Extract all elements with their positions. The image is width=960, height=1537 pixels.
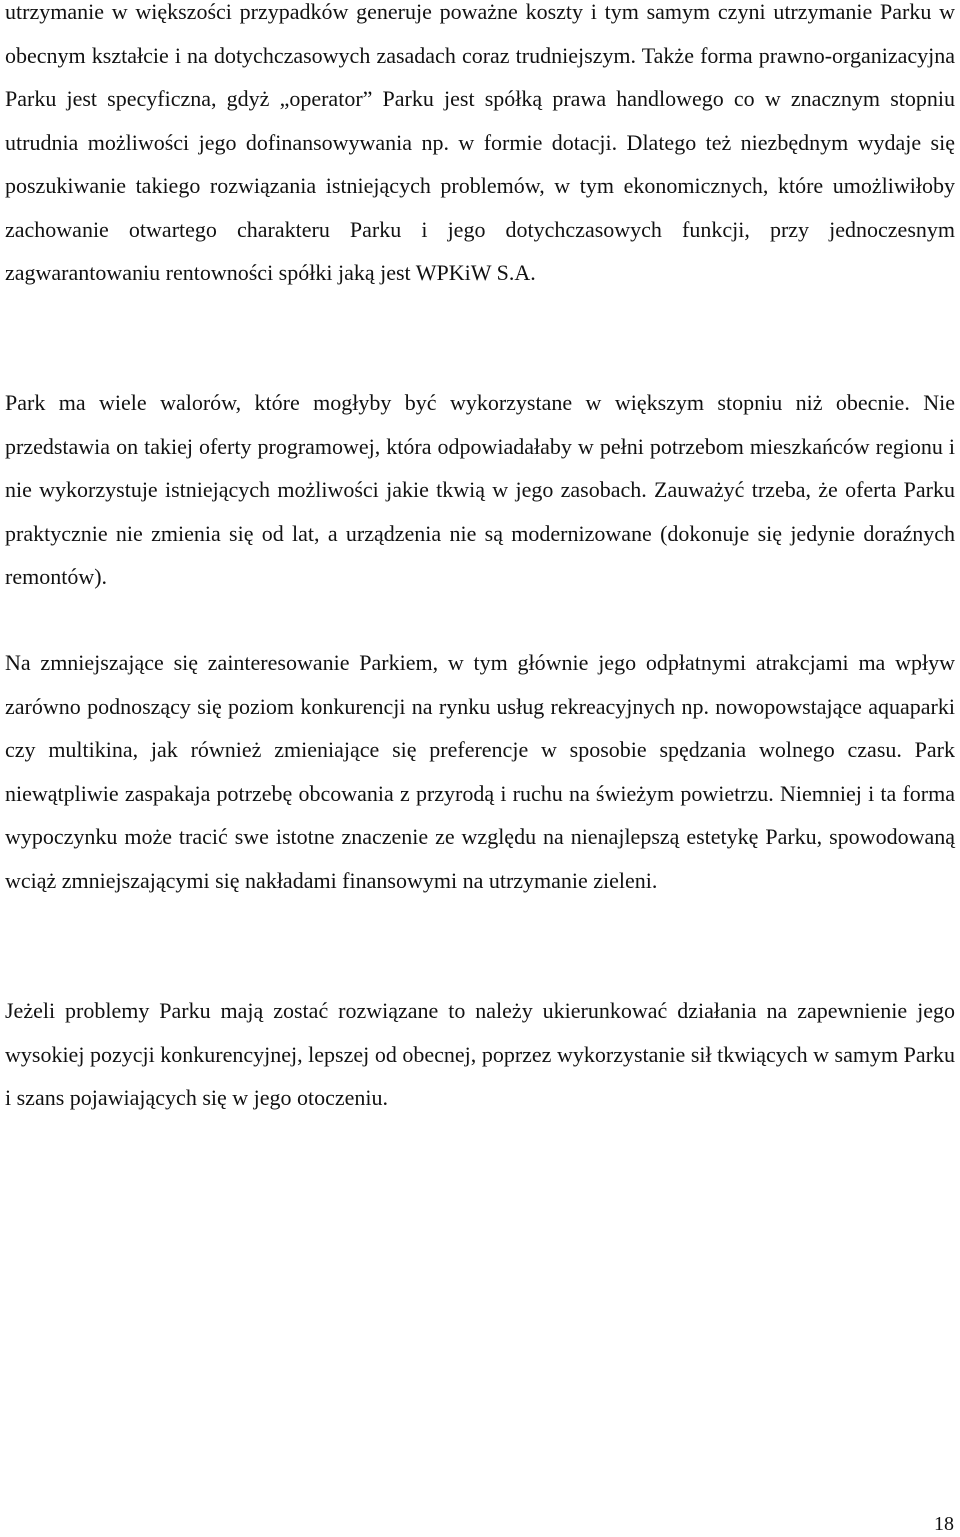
page-number: 18 (934, 1513, 954, 1535)
paragraph-2: Park ma wiele walorów, które mogłyby być wykorzystane w większym stopniu niż obecnie. Nie przedstawia on takiej oferty programowej, która odpowiadałaby w pełni potrzebom mieszkańców regionu i nie wykorzystuje istniejących możliwości jakie tkwią w jego zasobach. Zauważyć trzeba, że oferta Parku praktycznie nie zmienia się od lat, a urządzenia nie są modernizowane (dokonuje się jedynie doraźnych remontów). (5, 390, 955, 589)
paragraph-3: Na zmniejszające się zainteresowanie Parkiem, w tym głównie jego odpłatnymi atrakcjami ma wpływ zarówno podnoszący się poziom konkurencji na rynku usług rekreacyjnych np. nowopowstające aquaparki czy multikina, jak również zmieniające się preferencje w sposobie spędzania wolnego czasu. Park niewątpliwie zaspakaja potrzebę obcowania z przyrodą i ruchu na świeżym powietrzu. Niemniej i ta forma wypoczynku może tracić swe istotne znaczenie ze względu na nienajlepszą estetykę Parku, spowodowaną wciąż zmniejszającymi się nakładami finansowymi na utrzymanie zieleni. (5, 650, 955, 893)
paragraph-1: utrzymanie w większości przypadków generuje poważne koszty i tym samym czyni utrzymanie Parku w obecnym kształcie i na dotychczasowych zasadach coraz trudniejszym. Także forma prawno-organizacyjna Parku jest specyficzna, gdyż „operator” Parku jest spółką prawa handlowego co w znacznym stopniu utrudnia możliwości jego dofinansowywania np. w formie dotacji. Dlatego też niezbędnym wydaje się poszukiwanie takiego rozwiązania istniejących problemów, w tym ekonomicznych, które umożliwiłoby zachowanie otwartego charakteru Parku i jego dotychczasowych funkcji, przy jednoczesnym zagwarantowaniu rentowności spółki jaką jest WPKiW S.A. (5, 0, 955, 285)
paragraph-4: Jeżeli problemy Parku mają zostać rozwiązane to należy ukierunkować działania na zapewnienie jego wysokiej pozycji konkurencyjnej, lepszej od obecnej, poprzez wykorzystanie sił tkwiących w samym Parku i szans pojawiających się w jego otoczeniu. (5, 998, 955, 1110)
